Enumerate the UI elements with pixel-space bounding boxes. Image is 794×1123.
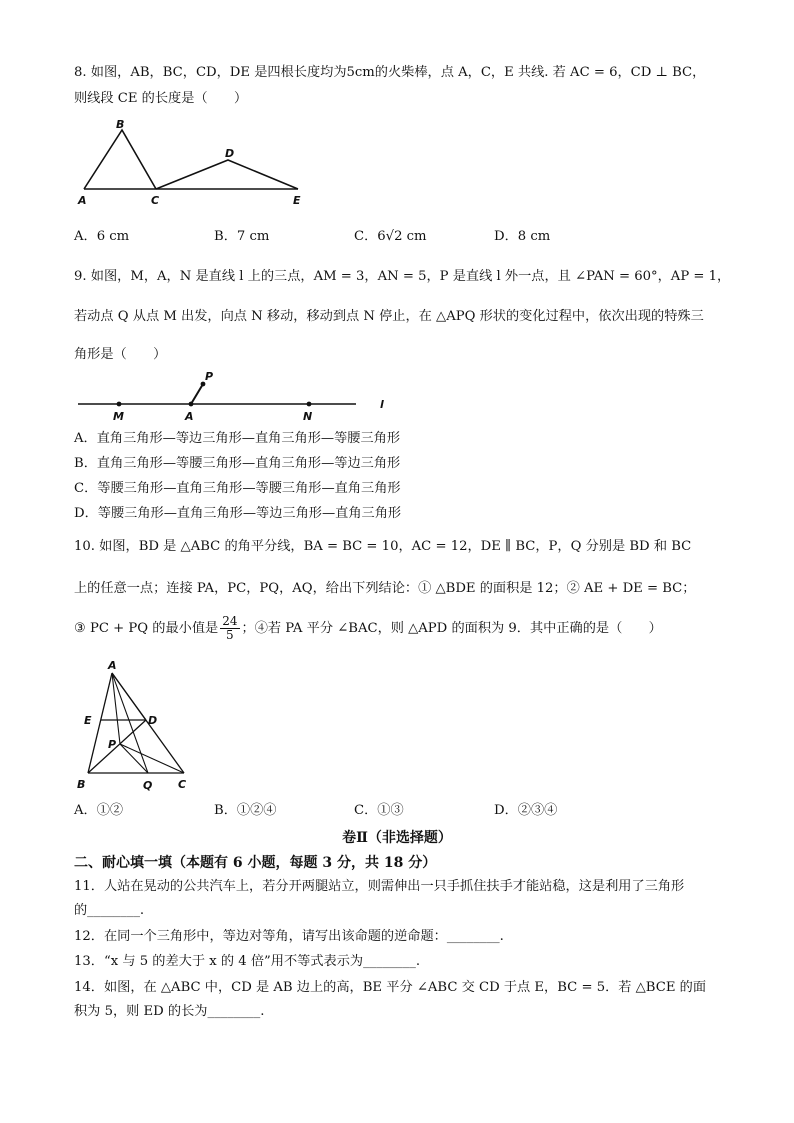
q10-stem-line3 [74,614,662,644]
q8-option-b: B．7 cm [214,229,270,244]
q8-label-d: D [225,147,235,160]
q10-option-c: C．①③ [354,803,404,818]
q10-stem-line3-b: ；④若 PA 平分 ∠BAC，则 △APD 的面积为 9．其中正确的是（ ） [241,621,662,636]
q10-option-d: D．②③④ [494,803,558,818]
q8-stem-line2: 则线段 CE 的长度是（ ） [74,91,248,106]
q8-label-a: A [78,194,87,207]
q9-label-p: P [205,370,214,383]
q9-option-b: B．直角三角形—等腰三角形—直角三角形—等边三角形 [74,456,401,471]
q10-option-b: B．①②④ [214,803,277,818]
q10-label-p: P [108,738,117,751]
q9-stem-line3: 角形是（ ） [74,347,167,362]
q8-label-c: C [151,194,160,207]
q9-stem-line2: 若动点 Q 从点 M 出发，向点 N 移动，移动到点 N 停止，在 △APQ 形状的变化过程中，依次出现的特殊三 [74,309,704,324]
section2-heading: 二、耐心填一填（本题有 6 小题，每题 3 分，共 18 分） [74,855,437,871]
q8-stem-line1: 8. 如图，AB，BC，CD，DE 是四根长度均为5cm的火柴棒，点 A，C，E 共线. 若 AC = 6，CD ⊥ BC， [74,65,706,80]
q9-option-d: D．等腰三角形—直角三角形—等边三角形—直角三角形 [74,506,402,521]
q9-figure [70,366,400,422]
q9-stem-line1: 9. 如图，M，A，N 是直线 l 上的三点，AM = 3，AN = 5，P 是直线 l 外一点，且 ∠PAN = 60°，AP = 1， [74,269,731,284]
q10-stem-line1: 10. 如图，BD 是 △ABC 的角平分线，BA = BC = 10，AC = 12，DE ∥ BC，P，Q 分别是 BD 和 BC [74,539,692,554]
q11-line1: 11．人站在晃动的公共汽车上，若分开两腿站立，则需伸出一只手抓住扶手才能站稳，这是利用了三角形 [74,879,685,894]
q9-option-c: C．等腰三角形—直角三角形—等腰三角形—直角三角形 [74,481,401,496]
q10-label-a: A [108,659,117,672]
q10-stem-line2: 上的任意一点；连接 PA，PC，PQ，AQ，给出下列结论：① △BDE 的面积是 12；② AE + DE = BC； [74,581,696,596]
q10-fraction [220,615,239,642]
q9-label-a: A [185,410,194,422]
part2-title: 卷Ⅱ（非选择题） [342,830,452,846]
q10-option-a: A．①② [74,803,124,818]
q10-label-e: E [84,714,92,727]
q8-option-a: A．6 cm [74,229,130,244]
q8-figure [70,116,320,208]
q10-fraction-numerator: 24 [222,614,238,628]
q9-option-a: A．直角三角形—等边三角形—直角三角形—等腰三角形 [74,431,401,446]
q8-option-c: C．6√2 cm [354,229,427,244]
q10-label-c: C [178,778,187,791]
q10-label-q: Q [143,779,153,792]
q8-option-d: D．8 cm [494,229,551,244]
q12-line1: 12．在同一个三角形中，等边对等角，请写出该命题的逆命题：________. [74,929,504,944]
q8-label-e: E [293,194,301,207]
q10-label-b: B [77,778,86,791]
q8-label-b: B [116,118,125,131]
q13-line1: 13．“x 与 5 的差大于 x 的 4 倍”用不等式表示为________. [74,954,421,969]
q11-line2: 的________. [74,903,145,918]
q14-line2: 积为 5，则 ED 的长为________. [74,1004,265,1019]
q9-label-l: l [380,398,384,411]
q10-stem-line3-a: ③ PC + PQ 的最小值是 [74,621,219,636]
q10-fraction-denominator: 5 [226,628,234,642]
q14-line1: 14．如图，在 △ABC 中，CD 是 AB 边上的高，BE 平分 ∠ABC 交 CD 于点 E，BC = 5．若 △BCE 的面 [74,980,707,995]
q9-label-m: M [113,410,124,422]
q10-figure [70,656,200,796]
q9-label-n: N [303,410,313,422]
q10-label-d: D [148,714,158,727]
